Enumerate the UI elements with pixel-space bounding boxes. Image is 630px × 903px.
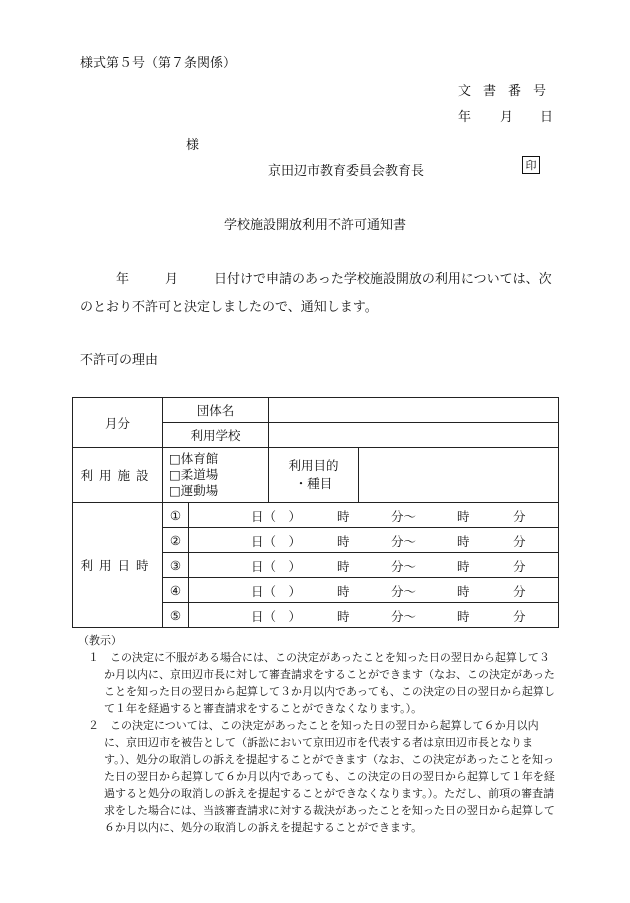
- body-line-1: [116, 268, 552, 287]
- minute-label: 分～: [391, 534, 417, 549]
- body-line-2: のとおり不許可と決定しましたので、通知します。: [80, 300, 378, 315]
- date-year-label: 年: [458, 110, 472, 125]
- purpose-field[interactable]: [359, 448, 559, 503]
- school-field[interactable]: [269, 423, 559, 448]
- note-item-1: １ この決定に不服がある場合には、この決定があったことを知った日の翌日から起算して３か月以内に、京田辺市長に対して審査請求をすることができます（なお、この決定があったことを知った日の翌日から起算して３か月以内であっても、この決定の日の翌日から起算して１年を経過すると審査請求をすることができなくなります。）。: [88, 651, 555, 715]
- row-number: ①: [163, 503, 189, 528]
- hour-label: 時: [457, 609, 470, 624]
- row-number: ②: [163, 528, 189, 553]
- minute-label: 分: [513, 534, 526, 549]
- minute-label: 分: [513, 609, 526, 624]
- document-title: 学校施設開放利用不許可通知書: [223, 218, 406, 233]
- time-row[interactable]: [189, 528, 559, 553]
- body-year: 年: [116, 272, 130, 287]
- issuer-name: 京田辺市教育委員会教育長: [268, 164, 425, 179]
- minute-label: 分: [513, 584, 526, 599]
- seal-mark: 印: [522, 156, 540, 174]
- hour-label: 時: [337, 509, 350, 524]
- minute-label: 分～: [391, 509, 417, 524]
- body-month: 月: [165, 272, 179, 287]
- hour-label: 時: [337, 559, 350, 574]
- facility-option-field[interactable]: □運動場: [169, 483, 219, 498]
- row-number: ⑤: [163, 603, 189, 628]
- day-label: 日（ ）: [251, 584, 302, 599]
- facility-option-gym[interactable]: □体育館: [169, 451, 219, 466]
- time-row[interactable]: [189, 503, 559, 528]
- notes-heading: （教示）: [78, 634, 122, 647]
- form-number: 様式第５号（第７条関係）: [80, 56, 237, 71]
- day-label: 日（ ）: [251, 559, 302, 574]
- reason-label: 不許可の理由: [80, 353, 159, 368]
- hour-label: 時: [457, 509, 470, 524]
- row-number: ④: [163, 578, 189, 603]
- hour-label: 時: [337, 609, 350, 624]
- addressee-suffix: 様: [186, 138, 200, 153]
- body-line-1-rest: 日付けで申請のあった学校施設開放の利用については、次: [214, 272, 552, 287]
- minute-label: 分: [513, 559, 526, 574]
- minute-label: 分～: [391, 559, 417, 574]
- usage-table: [72, 397, 559, 628]
- hour-label: 時: [337, 534, 350, 549]
- document-number-label: 文書番号: [458, 84, 559, 99]
- purpose-label: 利用目的 ・種目: [269, 448, 359, 503]
- day-label: 日（ ）: [251, 609, 302, 624]
- datetime-label: 利用日時: [73, 503, 163, 628]
- day-label: 日（ ）: [251, 509, 302, 524]
- facility-label: 利用施設: [73, 448, 163, 503]
- facility-options: [163, 448, 269, 503]
- time-row[interactable]: [189, 553, 559, 578]
- date-day-label: 日: [540, 110, 554, 125]
- monthly-label: 月分: [73, 398, 163, 448]
- school-label: 利用学校: [163, 423, 269, 448]
- date-month-label: 月: [500, 110, 514, 125]
- row-number: ③: [163, 553, 189, 578]
- facility-option-judo[interactable]: □柔道場: [169, 467, 219, 482]
- time-row[interactable]: [189, 578, 559, 603]
- group-name-label: 団体名: [163, 398, 269, 423]
- hour-label: 時: [337, 584, 350, 599]
- notes-section: [80, 632, 560, 836]
- group-name-field[interactable]: [269, 398, 559, 423]
- note-item-2: ２ この決定については、この決定があったことを知った日の翌日から起算して６か月以内に、京田辺市を被告として（訴訟において京田辺市を代表する者は京田辺市長となります。）、処分の取消しの訴えを提起することができます（なお、この決定があったことを知った日の翌日から起算して６か月以内であっても、この決定の日の翌日から起算して１年を経過すると処分の取消しの訴えを提起することができなくなります。）。ただし、前項の審査請求をした場合には、当該審査請求に対する裁決があったことを知った日の翌日から起算して６か月以内に、処分の取消しの訴えを提起することができます。: [88, 719, 555, 834]
- hour-label: 時: [457, 584, 470, 599]
- minute-label: 分～: [391, 584, 417, 599]
- hour-label: 時: [457, 559, 470, 574]
- minute-label: 分～: [391, 609, 417, 624]
- minute-label: 分: [513, 509, 526, 524]
- time-row[interactable]: [189, 603, 559, 628]
- day-label: 日（ ）: [251, 534, 302, 549]
- hour-label: 時: [457, 534, 470, 549]
